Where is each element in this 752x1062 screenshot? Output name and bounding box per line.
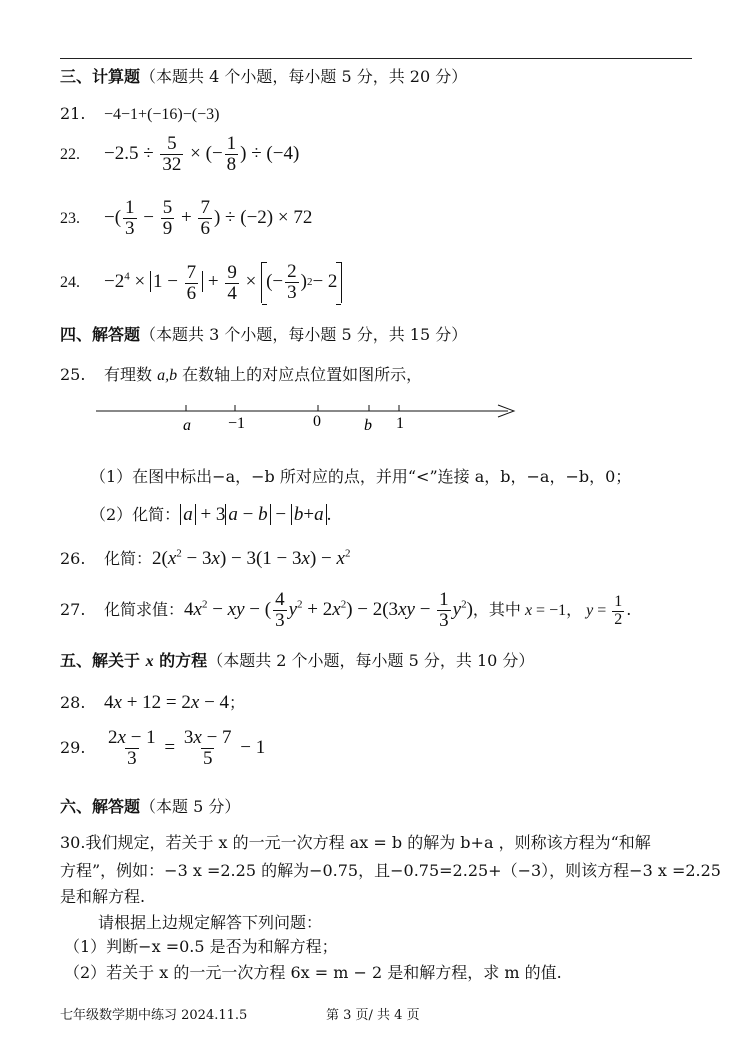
label-one: 1 bbox=[396, 415, 404, 432]
section-3-heading bbox=[60, 64, 467, 87]
section-4-heading bbox=[60, 322, 467, 345]
label-a: a bbox=[183, 417, 191, 434]
question-text: ，其中 bbox=[472, 599, 521, 619]
question-text: 化简： bbox=[104, 549, 153, 568]
question-expression: $2(x^2 - 3x) - 3(1 - 3x) - x^2$ bbox=[152, 547, 351, 569]
question-number: 26. bbox=[60, 549, 86, 568]
question-27 bbox=[60, 590, 631, 631]
condition-expression: x = −1， y = $\frac{1}{2}$ bbox=[524, 592, 623, 628]
question-number: 29. bbox=[60, 737, 86, 757]
question-25-part-1: （1）在图中标出−a，−b 所对应的点，并用“<”连接 a，b，−a，−b，0； bbox=[90, 467, 632, 486]
question-30-line-2: 方程”，例如：−3 x =2.25 的解为−0.75，且−0.75=2.25+（−3），则该方程−3 x =2.25 bbox=[60, 861, 721, 880]
question-30-line-1 bbox=[60, 830, 651, 853]
question-25-part-2 bbox=[90, 502, 331, 526]
header-rule bbox=[60, 58, 692, 59]
label-b: b bbox=[364, 417, 372, 434]
question-number: 21. bbox=[60, 104, 86, 123]
number-line bbox=[90, 398, 530, 438]
question-expression: $-2^4 \times 1$ − $\frac{7}{6}$ + $\frac{9}{4}$ × (− $\frac{2}{3}$ ) 2 − 2 bbox=[104, 271, 342, 292]
question-25 bbox=[60, 362, 422, 385]
question-text: ； bbox=[229, 693, 246, 712]
section-note: （本题 5 分） bbox=[140, 797, 241, 816]
question-30-part-2: （2）若关于 x 的一元一次方程 6x = m − 2 是和解方程，求 m 的值. bbox=[64, 963, 562, 982]
question-number: 23. bbox=[60, 209, 80, 227]
question-22 bbox=[60, 134, 299, 175]
question-variables: a,b bbox=[157, 367, 178, 384]
question-21 bbox=[60, 104, 219, 124]
section-title: 三、计算题 bbox=[60, 67, 141, 86]
question-expression: $\frac{2x - 1}{3}$ = $\frac{3x - 7}{5}$ − 1 bbox=[108, 727, 266, 769]
question-expression: $4x^2$ − xy − ( $\frac{4}{3}$ $y^2 + 2x^2) - 2(3xy$ − $\frac{1}{3}$ $y^2$) bbox=[184, 589, 473, 631]
question-number: 24. bbox=[60, 274, 80, 292]
question-expression: −2.5 ÷ $\frac{5}{32}$ × (− $\frac{1}{8}$ ) ÷ (−4) bbox=[104, 133, 300, 175]
section-title: 五、解关于 bbox=[60, 651, 141, 670]
question-number: 25. bbox=[60, 365, 86, 384]
question-28 bbox=[60, 690, 245, 714]
label-zero: 0 bbox=[313, 413, 321, 430]
question-29 bbox=[60, 728, 265, 769]
question-text: . bbox=[626, 599, 632, 619]
section-6-heading bbox=[60, 794, 240, 817]
question-30-line-4: 请根据上边规定解答下列问题： bbox=[98, 913, 323, 932]
question-text: 有理数 bbox=[104, 365, 158, 384]
question-26 bbox=[60, 546, 350, 570]
section-variable: x bbox=[145, 653, 154, 670]
question-number: 28. bbox=[60, 693, 86, 712]
question-23 bbox=[60, 198, 312, 239]
section-note: （本题共 3 个小题，每小题 5 分，共 15 分） bbox=[140, 325, 468, 344]
question-24 bbox=[60, 262, 342, 304]
question-text: 在数轴上的对应点位置如图所示， bbox=[177, 365, 423, 384]
footer-page: 第 3 页/ 共 4 页 bbox=[326, 1008, 420, 1023]
section-note: （本题共 4 个小题，每小题 5 分，共 20 分） bbox=[140, 67, 468, 86]
section-note: （本题共 2 个小题，每小题 5 分，共 10 分） bbox=[207, 651, 535, 670]
section-title: 的方程 bbox=[159, 651, 208, 670]
question-number: 30. bbox=[60, 833, 86, 852]
question-30-part-1: （1）判断−x =0.5 是否为和解方程； bbox=[64, 937, 338, 956]
question-text: 化简求值： bbox=[104, 599, 185, 619]
question-number: 27. bbox=[60, 599, 86, 619]
question-expression: 4x + 12 = 2x − 4 bbox=[104, 692, 230, 713]
section-5-heading bbox=[60, 648, 534, 671]
question-number: 22. bbox=[60, 145, 80, 163]
section-title: 六、解答题 bbox=[60, 797, 141, 816]
footer-left: 七年级数学期中练习 2024.11.5 bbox=[60, 1008, 248, 1023]
question-expression: −( $\frac{1}{3}$ − $\frac{5}{9}$ + $\frac{7}{6}$ ) ÷ (−2) × 72 bbox=[104, 197, 313, 239]
question-text: （2）化简： bbox=[90, 505, 181, 524]
question-text: 我们规定，若关于 x 的一元一次方程 ax = b 的解为 b+a ，则称该方程为“和解 bbox=[85, 833, 651, 852]
question-expression: a + 3 a − b − b+a . bbox=[180, 504, 331, 525]
label-neg-one: −1 bbox=[228, 415, 246, 432]
question-expression: −4−1+(−16)−(−3) bbox=[104, 106, 220, 123]
section-title: 四、解答题 bbox=[60, 325, 141, 344]
question-30-line-3: 是和解方程. bbox=[60, 887, 146, 906]
